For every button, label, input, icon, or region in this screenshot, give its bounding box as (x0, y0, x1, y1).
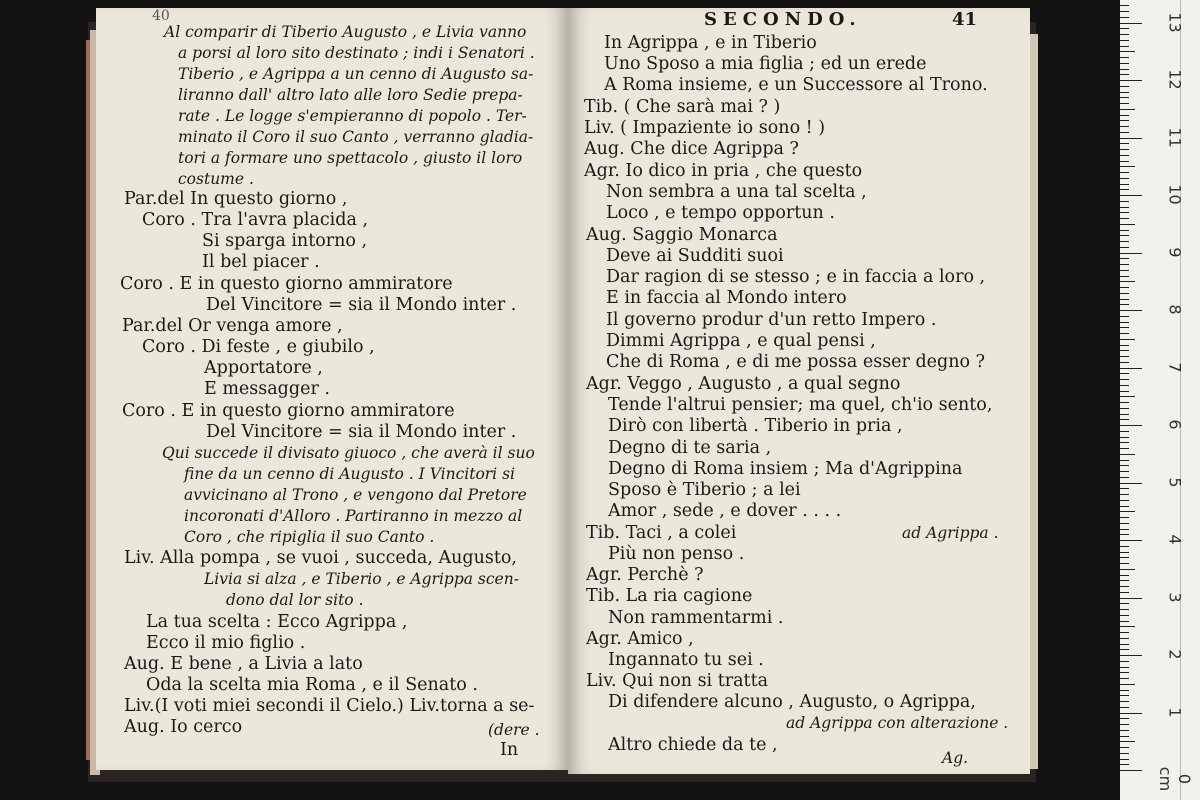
ruler-label: 4 (1165, 534, 1185, 545)
ruler-tick (1120, 540, 1142, 541)
ruler-tick (1120, 23, 1142, 24)
ruler-tick (1120, 575, 1129, 576)
verse-line: Agr. Veggo , Augusto , a qual segno (586, 374, 901, 394)
ruler-tick (1120, 747, 1129, 748)
stage-direction: Tiberio , e Agrippa a un cenno di Augusto sa- (178, 65, 534, 83)
ruler-tick (1120, 644, 1129, 645)
ruler-tick (1120, 373, 1129, 374)
verse-line: Degno di te saria , (608, 438, 772, 458)
ruler-tick (1120, 293, 1129, 294)
ruler-tick (1120, 448, 1129, 449)
verse-line: Non sembra a una tal scelta , (606, 182, 867, 202)
verse-line: Dimmi Agrippa , e qual pensi , (606, 331, 876, 351)
ruler-tick (1120, 17, 1129, 18)
ruler-tick (1120, 529, 1129, 530)
catchword: Ag. (942, 749, 969, 767)
ruler-tick (1120, 454, 1135, 455)
ruler-tick (1120, 517, 1129, 518)
verse-line: Deve ai Sudditi suoi (606, 246, 784, 266)
ruler-tick (1120, 327, 1129, 328)
ruler-tick (1120, 483, 1142, 484)
ruler-tick (1120, 126, 1129, 127)
verse-line: A Roma insieme, e un Successore al Trono. (604, 75, 988, 95)
ruler-tick (1120, 207, 1129, 208)
verse-line: Coro . Di feste , e giubilo , (142, 337, 375, 357)
ruler-tick (1120, 281, 1135, 282)
stage-direction: Coro , che ripiglia il suo Canto . (184, 528, 435, 546)
ruler-tick (1120, 684, 1135, 685)
ruler-tick (1120, 310, 1142, 311)
ruler-tick (1120, 672, 1129, 673)
verse-line: Tib. La ria cagione (586, 586, 753, 606)
ruler-tick (1120, 57, 1129, 58)
ruler-tick (1120, 442, 1129, 443)
verse-line: Agr. Io dico in pria , che questo (584, 161, 863, 181)
verse-line: La tua scelta : Ecco Agrippa , (146, 612, 408, 632)
stage-direction: liranno dall' altro lato alle loro Sedie prepa- (178, 86, 523, 104)
verse-line: Liv. Alla pompa , se vuoi , succeda, Augusto, (124, 548, 517, 568)
right-page (568, 8, 1030, 774)
ruler-tick (1120, 523, 1129, 524)
ruler-tick (1120, 764, 1129, 765)
ruler-tick (1120, 287, 1129, 288)
ruler-tick (1120, 224, 1135, 225)
ruler-tick (1120, 695, 1129, 696)
ruler-tick (1120, 500, 1129, 501)
ruler-label: 12 (1165, 69, 1185, 90)
ruler-tick (1120, 713, 1142, 714)
ruler-tick (1120, 753, 1129, 754)
ruler-label: 10 (1165, 184, 1185, 205)
verse-line: Aug. Che dice Agrippa ? (584, 139, 799, 159)
verse-line: Tib. ( Che sarà mai ? ) (584, 97, 781, 117)
ruler-tick (1120, 546, 1129, 547)
ruler-tick (1120, 701, 1129, 702)
verse-line: Tende l'altrui pensier; ma quel, ch'io sento, (608, 395, 993, 415)
catchword: In (500, 740, 519, 760)
ruler-tick (1120, 86, 1129, 87)
ruler-tick (1120, 621, 1129, 622)
verse-line: Liv. Qui non si tratta (586, 671, 769, 691)
verse-line: Non rammentarmi . (608, 608, 784, 628)
ruler-tick (1120, 569, 1135, 570)
ruler-tick (1120, 465, 1129, 466)
ruler-tick (1120, 201, 1129, 202)
verse-line: Più non penso . (608, 544, 745, 564)
ruler-tick (1120, 149, 1129, 150)
ruler-tick (1120, 189, 1129, 190)
stage-direction: fine da un cenno di Augusto . I Vincitori si (184, 465, 515, 483)
ruler-tick (1120, 718, 1129, 719)
ruler-tick (1120, 368, 1142, 369)
stage-direction: Al comparir di Tiberio Augusto , e Livia vanno (164, 23, 527, 41)
ruler-tick (1120, 69, 1129, 70)
stage-direction: tori a formare uno spettacolo , giusto il loro (178, 149, 523, 167)
verse-line: Altro chiede da te , (608, 735, 778, 755)
ruler-label: 5 (1165, 476, 1185, 488)
verse-line: Coro . Tra l'avra placida , (142, 210, 369, 230)
ruler-tick (1120, 609, 1129, 610)
page-header: SECONDO. (704, 9, 862, 30)
ruler-label: 9 (1165, 246, 1185, 258)
verse-line: Del Vincitore = sia il Mondo inter . (206, 295, 517, 315)
verse-line: E in faccia al Mondo intero (606, 288, 847, 308)
ruler-tick (1120, 109, 1135, 110)
ruler-tick (1120, 339, 1135, 340)
verse-line: Loco , e tempo opportun . (606, 203, 835, 223)
ruler-tick (1120, 471, 1129, 472)
ruler-tick (1120, 138, 1142, 139)
ruler-tick (1120, 586, 1129, 587)
verse-line: Degno di Roma insiem ; Ma d'Agrippina (608, 459, 963, 479)
ruler-tick (1120, 724, 1129, 725)
verse-line: E messagger . (204, 379, 330, 399)
ruler-tick (1120, 678, 1129, 679)
ruler-tick (1120, 80, 1142, 81)
verse-line: Si sparga intorno , (202, 231, 368, 251)
ruler-tick (1120, 40, 1129, 41)
ruler-tick (1120, 178, 1129, 179)
ruler-tick (1120, 356, 1129, 357)
ruler-tick (1120, 649, 1129, 650)
verse-line: Par.del In questo giorno , (124, 189, 348, 209)
verse-line: Coro . E in questo giorno ammiratore (120, 274, 453, 294)
page-number: 41 (952, 9, 978, 30)
verse-line: Oda la scelta mia Roma , e il Senato . (146, 675, 478, 695)
verse-line: Uno Sposo a mia figlia ; ed un erede (604, 54, 927, 74)
ruler-tick (1120, 408, 1129, 409)
left-page (96, 8, 569, 770)
verse-line: Di difendere alcuno , Augusto, o Agrippa, (608, 692, 976, 712)
ruler-tick (1120, 120, 1129, 121)
ruler-tick (1120, 74, 1129, 75)
ruler-tick (1120, 477, 1129, 478)
verse-line: Tib. Taci , a colei (586, 523, 737, 543)
ruler-tick (1120, 253, 1142, 254)
ruler-tick (1120, 580, 1129, 581)
verse-line: Coro . E in questo giorno ammiratore (122, 401, 455, 421)
ruler-tick (1120, 431, 1129, 432)
ruler-tick (1120, 103, 1129, 104)
verse-line: Agr. Perchè ? (586, 565, 704, 585)
ruler-tick (1120, 770, 1142, 771)
ruler-label: 2 (1165, 649, 1185, 660)
verse-line: Dirò con libertà . Tiberio in pria , (608, 416, 903, 436)
ruler-tick (1120, 534, 1129, 535)
verse-line: Del Vincitore = sia il Mondo inter . (206, 422, 517, 442)
ruler-tick (1120, 92, 1129, 93)
ruler-tick (1120, 5, 1129, 6)
verse-line: Aug. Io cerco (124, 717, 243, 737)
ruler-tick (1120, 385, 1129, 386)
ruler-tick (1120, 258, 1129, 259)
ruler-tick (1120, 396, 1135, 397)
measuring-ruler (1120, 0, 1200, 800)
ruler-tick (1120, 736, 1129, 737)
ruler-tick (1120, 626, 1135, 627)
ruler-tick (1120, 494, 1129, 495)
ruler-tick (1120, 557, 1129, 558)
verse-line: Il bel piacer . (202, 252, 320, 272)
ruler-tick (1120, 316, 1129, 317)
ruler-tick (1120, 741, 1135, 742)
ruler-tick (1120, 362, 1129, 363)
ruler-tick (1120, 667, 1129, 668)
ruler-tick (1120, 419, 1129, 420)
stage-direction: minato il Coro il suo Canto , verranno gladia- (178, 128, 534, 146)
stage-direction: avvicinano al Trono , e vengono dal Pretore (184, 486, 527, 504)
ruler-tick (1120, 299, 1129, 300)
ruler-tick (1120, 276, 1129, 277)
ruler-tick (1120, 143, 1129, 144)
ruler-tick (1120, 414, 1129, 415)
ruler-tick (1120, 603, 1129, 604)
ruler-label: 7 (1165, 361, 1185, 373)
verse-line: In Agrippa , e in Tiberio (604, 33, 817, 53)
ruler-label: 3 (1165, 591, 1185, 603)
ruler-tick (1120, 506, 1129, 507)
ruler-tick (1120, 707, 1129, 708)
ruler-tick (1120, 172, 1129, 173)
ruler-tick (1120, 552, 1129, 553)
stage-direction: a porsi al loro sito destinato ; indi i Senatori . (178, 44, 535, 62)
ruler-tick (1120, 690, 1129, 691)
ruler-tick (1120, 304, 1129, 305)
ruler-tick (1120, 638, 1129, 639)
ruler-tick (1120, 195, 1142, 196)
ruler-line (1180, 0, 1181, 800)
stage-direction: incoronati d'Alloro . Partiranno in mezzo al (184, 507, 523, 525)
ruler-tick (1120, 184, 1129, 185)
verse-line: Apportatore , (204, 358, 323, 378)
stage-direction: costume . (178, 170, 254, 188)
ruler-tick (1120, 63, 1129, 64)
ruler-tick (1120, 511, 1135, 512)
stage-direction: ad Agrippa . (902, 524, 999, 542)
ruler-tick (1120, 46, 1129, 47)
stage-direction: rate . Le logge s'empieranno di popolo . Ter- (178, 107, 527, 125)
verse-line: Liv. ( Impaziente io sono ! ) (584, 118, 826, 138)
ruler-tick (1120, 488, 1129, 489)
stage-direction: dono dal lor sito . (226, 591, 364, 609)
verse-line: Ecco il mio figlio . (146, 633, 306, 653)
ruler-tick (1120, 235, 1129, 236)
ruler-tick (1120, 730, 1129, 731)
verse-line: Aug. E bene , a Livia a lato (124, 654, 363, 674)
ruler-tick (1120, 598, 1142, 599)
ruler-tick (1120, 460, 1129, 461)
ruler-tick (1120, 345, 1129, 346)
ruler-tick (1120, 212, 1129, 213)
ruler-tick (1120, 230, 1129, 231)
ruler-tick (1120, 115, 1129, 116)
verse-line: Dar ragion di se stesso ; e in faccia a loro , (606, 267, 986, 287)
verse-line: Sposo è Tiberio ; a lei (608, 480, 801, 500)
verse-line: Che di Roma , e di me possa esser degno ? (606, 352, 985, 372)
ruler-tick (1120, 247, 1129, 248)
ruler-tick (1120, 28, 1129, 29)
verse-line: Amor , sede , e dover . . . . (608, 501, 842, 521)
ruler-tick (1120, 632, 1129, 633)
ruler-label: 0 cm (1156, 766, 1194, 792)
ruler-tick (1120, 391, 1129, 392)
ruler-tick (1120, 34, 1129, 35)
ruler-tick (1120, 379, 1129, 380)
ruler-tick (1120, 759, 1129, 760)
ruler-tick (1120, 350, 1129, 351)
stage-direction: Qui succede il divisato giuoco , che averà il suo (162, 444, 535, 462)
ruler-tick (1120, 155, 1129, 156)
stage-direction: Livia si alza , e Tiberio , e Agrippa scen- (204, 570, 519, 588)
ruler-label: 11 (1165, 126, 1185, 148)
ruler-tick (1120, 264, 1129, 265)
ruler-label: 6 (1165, 419, 1185, 430)
verse-line: Par.del Or venga amore , (122, 316, 343, 336)
verse-line: Il governo produr d'un retto Impero . (606, 310, 937, 330)
ruler-tick (1120, 402, 1129, 403)
ruler-tick (1120, 661, 1129, 662)
verse-line: Agr. Amico , (586, 629, 694, 649)
ruler-tick (1120, 166, 1135, 167)
stage-direction: (dere . (488, 721, 540, 739)
ruler-tick (1120, 241, 1129, 242)
verse-line: Liv.(I voti miei secondi il Cielo.) Liv.torna a se- (124, 696, 535, 716)
stage-direction: ad Agrippa con alterazione . (786, 714, 1009, 732)
ruler-tick (1120, 655, 1142, 656)
ruler-tick (1120, 615, 1129, 616)
ruler-label: 1 (1165, 706, 1185, 718)
ruler-tick (1120, 322, 1129, 323)
ruler-tick (1120, 270, 1129, 271)
ruler-tick (1120, 333, 1129, 334)
verse-line: Aug. Saggio Monarca (586, 225, 778, 245)
ruler-label: 8 (1165, 304, 1185, 315)
ruler-tick (1120, 132, 1129, 133)
ruler-tick (1120, 51, 1135, 52)
ruler-tick (1120, 592, 1129, 593)
ruler-tick (1120, 437, 1129, 438)
ruler-tick (1120, 425, 1142, 426)
ruler-tick (1120, 11, 1129, 12)
ruler-label: 13 (1165, 11, 1185, 33)
verse-line: Ingannato tu sei . (608, 650, 764, 670)
page-corner-number: 40 (152, 8, 170, 24)
ruler-tick (1120, 161, 1129, 162)
ruler-tick (1120, 218, 1129, 219)
ruler-tick (1120, 563, 1129, 564)
ruler-tick (1120, 97, 1129, 98)
